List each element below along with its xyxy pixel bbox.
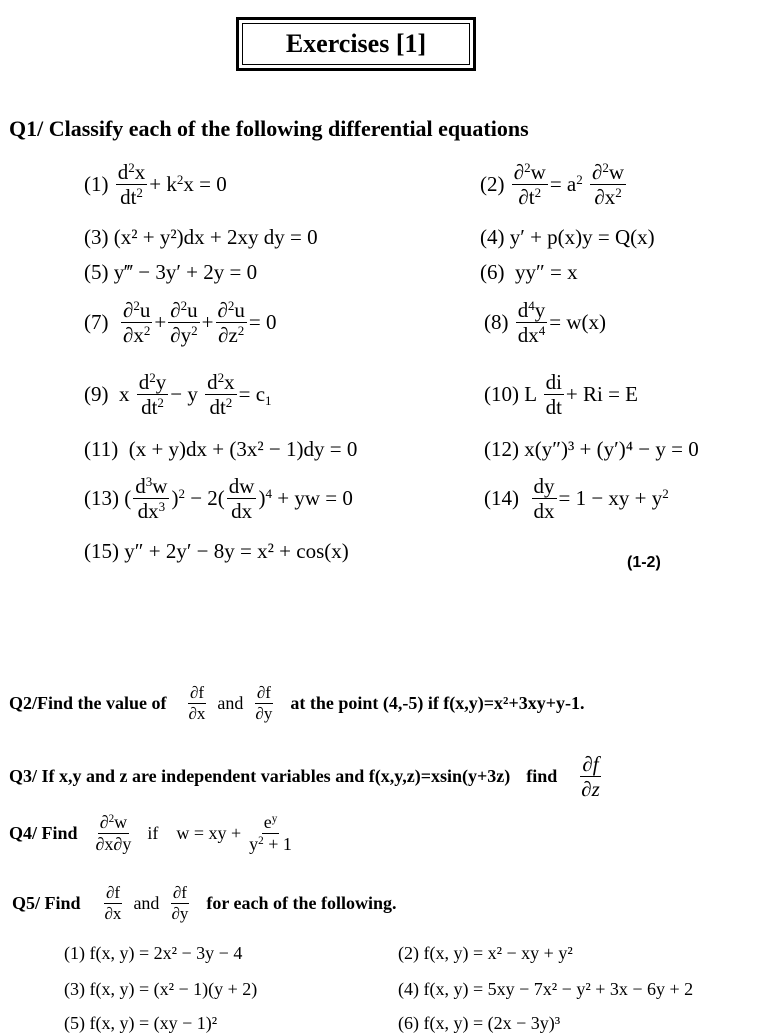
eq-number: (10) — [484, 382, 519, 407]
fraction: $\frac{d^2x}{dt^2}$ — [207, 369, 235, 420]
eq-number: (2) — [480, 172, 505, 197]
equation-7: (7) $\frac{\partial^2u}{\partial x^2}$ + $\frac{\partial^2u}{\partial y^2}$ + $\frac{\partial^2u}{\partial z^2}$ = 0 — [84, 297, 277, 348]
eq-body: yy″ = x — [515, 260, 578, 284]
q4-line — [9, 812, 296, 854]
q2-line — [9, 683, 584, 723]
fraction: $\frac{\partial f}{\partial x}$ — [104, 883, 122, 923]
q5-item-6: (6) f(x, y) = (2x − 3y)³ — [398, 1013, 561, 1033]
fraction: $\frac{\partial f}{\partial y}$ — [255, 683, 273, 723]
equation-2: (2) $\frac{\partial^2w}{\partial t^2}$ = $a^2$ $\frac{\partial^2w}{\partial x^2}$ — [480, 159, 625, 210]
q5-item-1: (1) f(x, y) = 2x² − 3y − 4 — [64, 943, 243, 963]
equation-10: (10) L $\frac{di}{dt}$ + Ri = E — [484, 370, 639, 420]
eq-number: (1) — [84, 172, 109, 197]
eq-number: (6) — [480, 260, 505, 284]
fraction: $\frac{dw}{dx}$ — [228, 474, 255, 524]
eq-number: (12) — [484, 437, 519, 461]
fraction: $\frac{dy}{dx}$ — [533, 474, 555, 524]
fraction: $\frac{\partial f}{\partial x}$ — [188, 683, 206, 723]
eq-number: (4) — [480, 225, 505, 249]
equation-9: (9) x $\frac{d^2y}{dt^2}$ − y $\frac{d^2x}{dt^2}$ = $c_1$ — [84, 369, 272, 420]
q5-item-3: (3) f(x, y) = (x² − 1)(y + 2) — [64, 979, 258, 999]
eq-number: (3) — [84, 225, 109, 249]
equation-15 — [84, 539, 349, 564]
eq-body: x(y″)³ + (y′)⁴ − y = 0 — [524, 437, 699, 461]
eq-number: (14) — [484, 486, 519, 511]
q5-item-4: (4) f(x, y) = 5xy − 7x² − y² + 3x − 6y + 2 — [398, 979, 694, 999]
q5-line — [12, 883, 397, 923]
fraction: $\frac{\partial^2w}{\partial x^2}$ — [592, 159, 625, 210]
fraction: $\frac{d^2y}{dt^2}$ — [138, 369, 167, 420]
q5-lead: Q5/ Find — [12, 892, 81, 913]
q4-lead: Q4/ Find — [9, 822, 78, 843]
eq-number: (9) — [84, 382, 109, 407]
equation-13: (13) ( $\frac{d^3w}{dx^3}$ )$^2$ − 2( $\frac{dw}{dx}$ )$^4$ + yw = 0 — [84, 473, 353, 524]
fraction: $\frac{\partial^2u}{\partial y^2}$ — [170, 297, 198, 348]
eq-body: (x + y)dx + (3x² − 1)dy = 0 — [128, 437, 358, 461]
fraction: $\frac{d^2x}{dt^2}$ — [117, 159, 146, 210]
equation-12 — [484, 437, 699, 462]
equation-14: (14) $\frac{dy}{dx}$ = 1 − xy + $y^2$ — [484, 474, 669, 524]
q3-line — [9, 752, 604, 801]
fraction: $\frac{d^4y}{dx^4}$ — [517, 297, 546, 348]
fraction: $\frac{di}{dt}$ — [545, 370, 562, 420]
q4-w: w = xy + — [176, 822, 242, 843]
q4-if: if — [147, 822, 159, 843]
page-title: Exercises [1] — [285, 29, 427, 58]
q2-and: and — [217, 692, 244, 713]
equation-6 — [480, 260, 578, 285]
eq-body: y″ + 2y′ − 8y = x² + cos(x) — [124, 539, 349, 563]
eq-body: y‴ − 3y′ + 2y = 0 — [113, 260, 258, 284]
question-tag: (1-2) — [627, 554, 661, 571]
fraction: $\frac{d^3w}{dx^3}$ — [135, 473, 168, 524]
equation-1: (1) $\frac{d^2x}{dt^2}$ + $k^2x = 0$ — [84, 159, 227, 210]
fraction: $\frac{\partial f}{\partial y}$ — [171, 883, 189, 923]
q3-find: find — [526, 766, 558, 787]
eq-number: (7) — [84, 310, 109, 335]
q5-item-5: (5) f(x, y) = (xy − 1)² — [64, 1013, 218, 1033]
eq-number: (11) — [84, 437, 119, 461]
eq-number: (8) — [484, 310, 509, 335]
equation-8: (8) $\frac{d^4y}{dx^4}$ = w(x) — [484, 297, 607, 348]
eq-number: (5) — [84, 260, 109, 284]
q5-and: and — [133, 892, 160, 913]
fraction: $\frac{\partial^2w}{\partial x\partial y}$ — [95, 812, 132, 854]
title-box — [236, 17, 476, 71]
q2-tail: at the point (4,-5) if f(x,y)=x²+3xy+y-1. — [290, 692, 585, 713]
q3-text: Q3/ If x,y and z are independent variables and f(x,y,z)=xsin(y+3z) — [9, 766, 511, 787]
fraction: $\frac{\partial f}{\partial z}$ — [581, 752, 600, 802]
q5-item-2: (2) f(x, y) = x² − xy + y² — [398, 943, 573, 963]
equation-11 — [84, 437, 357, 462]
eq-number: (13) — [84, 486, 119, 511]
fraction: $\frac{\partial^2w}{\partial t^2}$ — [513, 159, 546, 210]
fraction: $\frac{e^y}{y^2 + 1}$ — [249, 812, 292, 854]
eq-body: y′ + p(x)y = Q(x) — [509, 225, 655, 249]
equation-5 — [84, 260, 257, 285]
eq-body: (x² + y²)dx + 2xy dy = 0 — [113, 225, 318, 249]
equation-3 — [84, 225, 318, 250]
fraction: $\frac{\partial^2u}{\partial x^2}$ — [123, 297, 151, 348]
q5-tail: for each of the following. — [206, 892, 397, 913]
q1-heading: Q1/ Classify each of the following differential equations — [9, 116, 529, 141]
fraction: $\frac{\partial^2u}{\partial z^2}$ — [217, 297, 245, 348]
eq-number: (15) — [84, 539, 119, 563]
q2-lead: Q2/Find the value of — [9, 692, 167, 713]
equation-4 — [480, 225, 655, 250]
